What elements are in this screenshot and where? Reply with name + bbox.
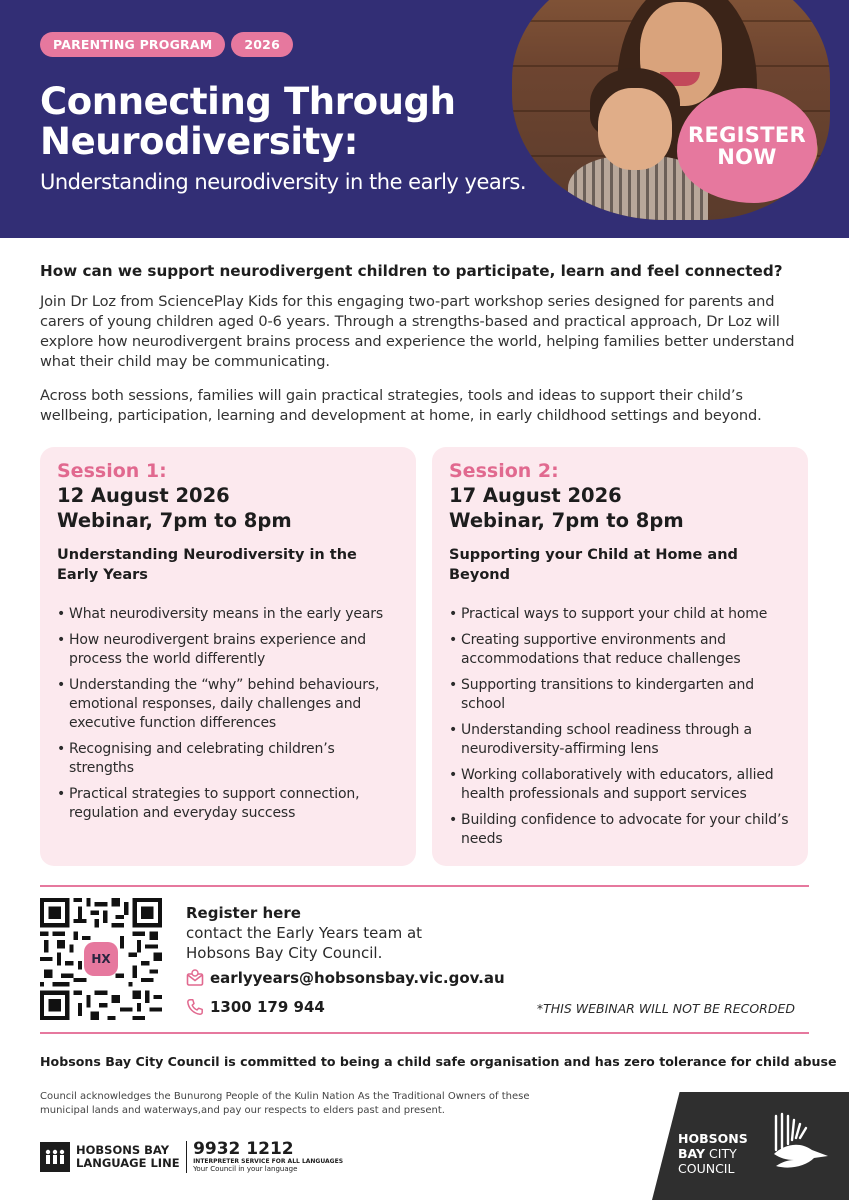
session-label: Session 2: — [449, 460, 559, 482]
registration-qr-code[interactable] — [40, 898, 162, 1020]
title-line-1: Connecting Through — [40, 80, 456, 123]
phone-number[interactable]: 1300 179 944 — [210, 998, 325, 1016]
session-1-card — [40, 447, 416, 866]
email-link[interactable]: earlyyears@hobsonsbay.vic.gov.au — [210, 969, 505, 987]
session-topics — [449, 605, 790, 849]
language-line-tagline: Your Council in your language — [193, 1165, 298, 1173]
council-name — [678, 1131, 748, 1176]
language-line-details — [193, 1141, 343, 1173]
email-contact[interactable] — [186, 969, 505, 987]
divider — [40, 1032, 809, 1034]
page-title — [40, 82, 510, 162]
list-item: • How neurodivergent brains experience and process the world differently — [57, 631, 398, 669]
divider — [40, 885, 809, 887]
language-line-separator — [186, 1141, 188, 1173]
register-line-1: contact the Early Years team at — [186, 924, 423, 942]
people-icon — [40, 1142, 70, 1172]
session-heading: Understanding Neurodiversity in the Early Years — [57, 547, 357, 583]
acknowledgement-of-country: Council acknowledges the Bunurong People of the Kulin Nation As the Traditional Owners of these municipal lands and waterways,and pay our respects to elders past and present. — [40, 1091, 530, 1116]
session-date: 17 August 2026 — [449, 484, 622, 507]
list-item: • Supporting transitions to kindergarten and school — [449, 676, 790, 714]
language-line-phone[interactable]: 9932 1212 — [193, 1139, 294, 1159]
list-item: • Working collaboratively with educators, allied health professionals and support services — [449, 766, 790, 804]
email-icon — [186, 969, 204, 987]
language-line-name-1: HOBSONS BAY — [76, 1143, 170, 1157]
language-line — [40, 1141, 343, 1173]
session-label: Session 1: — [57, 460, 167, 482]
session-time: Webinar, 7pm to 8pm — [449, 509, 684, 532]
register-line-2: Hobsons Bay City Council. — [186, 944, 383, 962]
register-now-button[interactable] — [677, 88, 817, 203]
program-tag: PARENTING PROGRAM — [40, 32, 225, 57]
language-line-subtitle: INTERPRETER SERVICE FOR ALL LANGUAGES — [193, 1158, 344, 1165]
list-item: • What neurodiversity means in the early years — [57, 605, 398, 624]
header-banner — [0, 0, 849, 238]
child-safe-statement: Hobsons Bay City Council is committed to being a child safe organisation and has zero tolerance for child abuse — [40, 1054, 837, 1069]
register-title: Register here — [186, 904, 301, 922]
council-name-line-3: COUNCIL — [678, 1161, 735, 1176]
list-item: • Understanding school readiness through a neurodiversity-affirming lens — [449, 721, 790, 759]
list-item: • Practical ways to support your child at home — [449, 605, 790, 624]
list-item: • Understanding the “why” behind behaviours, emotional responses, daily challenges and executive function differences — [57, 676, 398, 733]
session-2-card — [432, 447, 808, 866]
phone-contact[interactable] — [186, 998, 325, 1016]
year-tag: 2026 — [231, 32, 293, 57]
session-date: 12 August 2026 — [57, 484, 230, 507]
register-line-2: NOW — [717, 144, 777, 169]
session-topics — [57, 605, 398, 823]
intro-question: How can we support neurodivergent children to participate, learn and feel connected? — [40, 262, 783, 280]
register-line-1: REGISTER — [688, 122, 806, 147]
list-item: • Creating supportive environments and accommodations that reduce challenges — [449, 631, 790, 669]
council-name-bay: BAY — [678, 1146, 706, 1161]
session-heading: Supporting your Child at Home and Beyond — [449, 547, 738, 583]
title-line-2: Neurodiversity: — [40, 120, 359, 163]
session-time: Webinar, 7pm to 8pm — [57, 509, 292, 532]
list-item: • Practical strategies to support connection, regulation and everyday success — [57, 785, 398, 823]
council-bird-logo-icon — [768, 1110, 832, 1182]
page-subtitle: Understanding neurodiversity in the early years. — [40, 170, 526, 194]
qr-center-logo: HX — [84, 942, 118, 976]
tag-row — [40, 32, 293, 57]
list-item: • Recognising and celebrating children’s strengths — [57, 740, 398, 778]
language-line-name-2: LANGUAGE LINE — [76, 1156, 180, 1170]
council-name-city: CITY — [705, 1146, 737, 1161]
intro-paragraph-1: Join Dr Loz from SciencePlay Kids for this engaging two-part workshop series designed for parents and carers of young children aged 0-6 years. Through a strengths-based and practical approach, Dr Loz will explore how neurodivergent brains process and experience the world, helping families better understand what their child may be communicating. — [40, 293, 795, 370]
list-item: • Building confidence to advocate for your child’s needs — [449, 811, 790, 849]
intro-paragraph-2: Across both sessions, families will gain practical strategies, tools and ideas to support their child’s wellbeing, participation, learning and development at home, in early childhood settings and beyond. — [40, 387, 762, 424]
not-recorded-note: *THIS WEBINAR WILL NOT BE RECORDED — [536, 1001, 795, 1016]
council-name-line-1: HOBSONS — [678, 1131, 748, 1146]
phone-icon — [186, 998, 204, 1016]
language-line-name — [76, 1144, 180, 1170]
